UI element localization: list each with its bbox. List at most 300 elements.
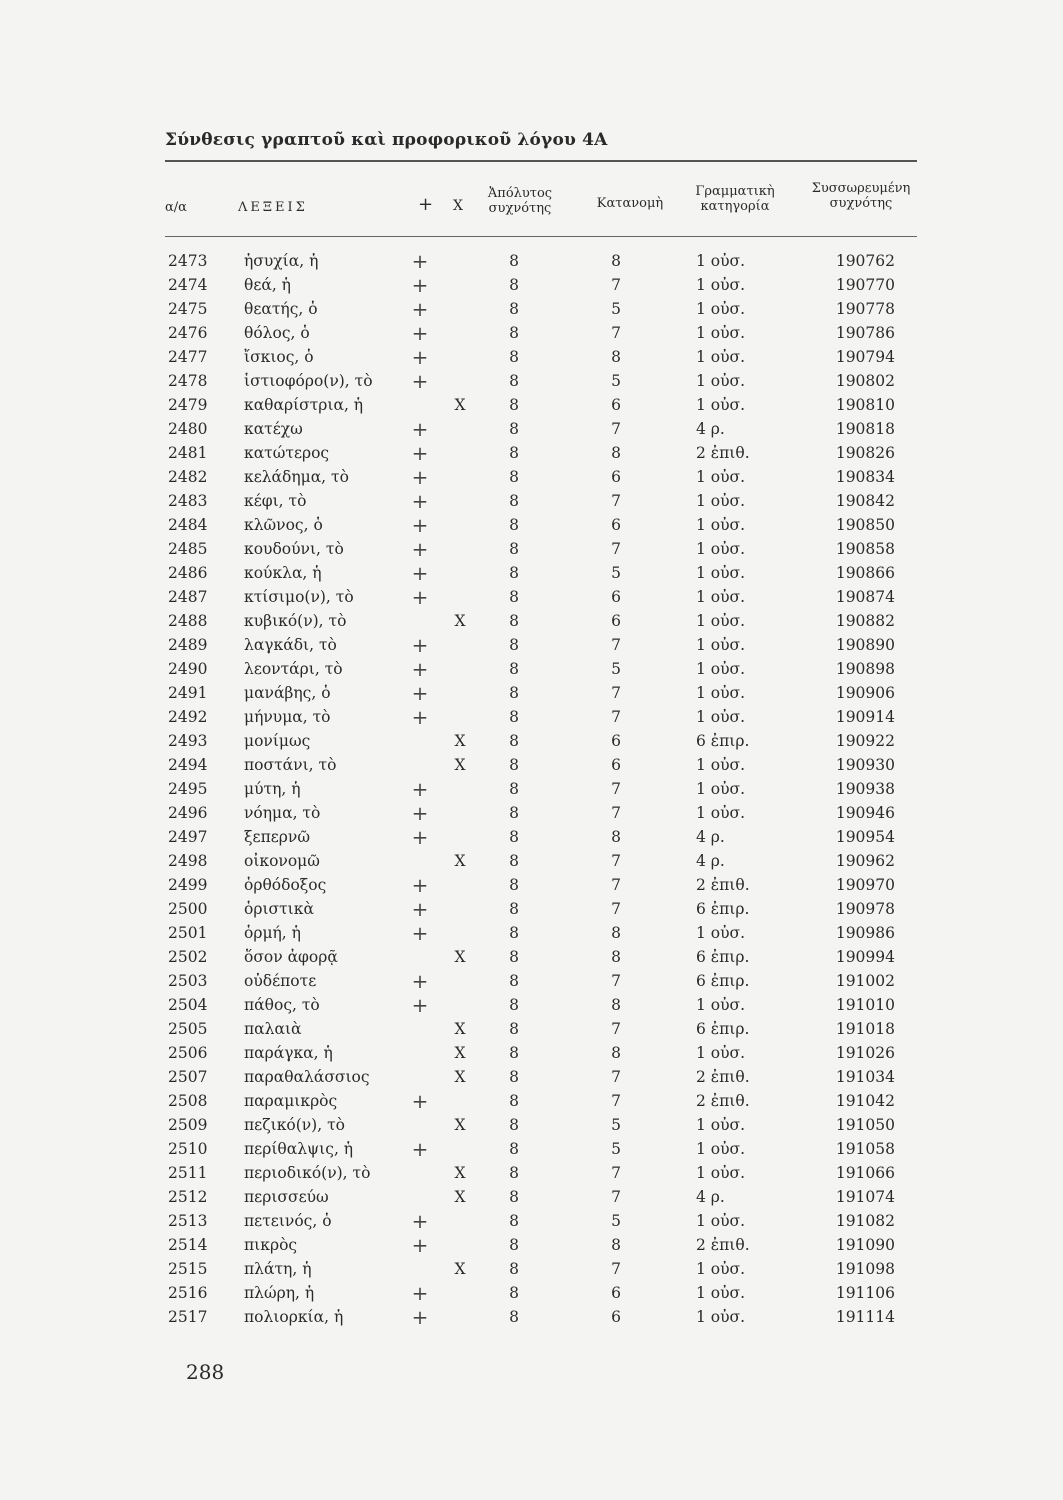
row-grammatical-category: 1 οὐσ. — [696, 684, 746, 702]
table-row — [0, 612, 1063, 636]
row-cumulative-frequency: 191010 — [835, 996, 895, 1014]
table-row — [0, 732, 1063, 756]
row-absolute-frequency: 8 — [509, 540, 519, 558]
row-word: πικρὸς — [244, 1236, 298, 1254]
header-synsoreumeni-line1: Συσσωρευμένη — [811, 181, 911, 196]
row-grammatical-category: 1 οὐσ. — [696, 612, 746, 630]
row-absolute-frequency: 8 — [509, 420, 519, 438]
row-distribution: 7 — [611, 492, 621, 510]
row-word: κουδούνι, τὸ — [244, 540, 344, 558]
top-rule — [165, 160, 917, 162]
row-absolute-frequency: 8 — [509, 1116, 519, 1134]
table-row — [0, 681, 1063, 708]
row-grammatical-category: 6 ἐπιρ. — [696, 948, 750, 966]
row-id: 2514 — [168, 1236, 208, 1254]
row-x-mark: Χ — [454, 1116, 466, 1134]
row-distribution: 7 — [611, 540, 621, 558]
table-row — [0, 1281, 1063, 1308]
table-row — [0, 273, 1063, 300]
row-word: παραθαλάσσιος — [244, 1068, 370, 1086]
row-grammatical-category: 2 ἐπιθ. — [696, 1236, 750, 1254]
row-cumulative-frequency: 190842 — [835, 492, 895, 510]
row-id: 2512 — [168, 1188, 208, 1206]
row-distribution: 6 — [611, 756, 621, 774]
header-aa: α/α — [165, 200, 187, 215]
row-cumulative-frequency: 191090 — [835, 1236, 895, 1254]
row-plus-mark: + — [411, 1233, 429, 1257]
row-grammatical-category: 6 ἐπιρ. — [696, 900, 750, 918]
row-word: ξεπερνῶ — [244, 828, 310, 846]
header-x: Χ — [453, 198, 463, 214]
row-x-mark: Χ — [454, 732, 466, 750]
row-x-mark: Χ — [454, 756, 466, 774]
row-distribution: 7 — [611, 900, 621, 918]
row-cumulative-frequency: 190858 — [835, 540, 895, 558]
table-row — [0, 396, 1063, 420]
row-cumulative-frequency: 190970 — [835, 876, 895, 894]
row-distribution: 7 — [611, 1164, 621, 1182]
table-row — [0, 801, 1063, 828]
row-grammatical-category: 1 οὐσ. — [696, 276, 746, 294]
row-grammatical-category: 1 οὐσ. — [696, 1116, 746, 1134]
row-distribution: 7 — [611, 708, 621, 726]
row-plus-mark: + — [411, 513, 429, 537]
row-grammatical-category: 1 οὐσ. — [696, 396, 746, 414]
row-cumulative-frequency: 190866 — [835, 564, 895, 582]
row-grammatical-category: 2 ἐπιθ. — [696, 1068, 750, 1086]
page-title: Σύνθεσις γραπτοῦ καὶ προφορικοῦ λόγου 4Α — [165, 130, 608, 150]
row-absolute-frequency: 8 — [509, 684, 519, 702]
row-id: 2491 — [168, 684, 208, 702]
row-absolute-frequency: 8 — [509, 372, 519, 390]
row-id: 2493 — [168, 732, 208, 750]
row-id: 2484 — [168, 516, 208, 534]
row-word: πολιορκία, ἡ — [244, 1308, 344, 1326]
row-word: ἡσυχία, ἡ — [244, 252, 319, 270]
row-absolute-frequency: 8 — [509, 588, 519, 606]
row-absolute-frequency: 8 — [509, 348, 519, 366]
row-absolute-frequency: 8 — [509, 1164, 519, 1182]
row-cumulative-frequency: 190906 — [835, 684, 895, 702]
row-cumulative-frequency: 191058 — [835, 1140, 895, 1158]
row-grammatical-category: 1 οὐσ. — [696, 804, 746, 822]
row-plus-mark: + — [411, 633, 429, 657]
table-row — [0, 633, 1063, 660]
row-plus-mark: + — [411, 1089, 429, 1113]
row-distribution: 6 — [611, 468, 621, 486]
row-cumulative-frequency: 190898 — [835, 660, 895, 678]
row-cumulative-frequency: 190882 — [835, 612, 895, 630]
row-distribution: 8 — [611, 996, 621, 1014]
row-cumulative-frequency: 191050 — [835, 1116, 895, 1134]
row-absolute-frequency: 8 — [509, 1188, 519, 1206]
row-absolute-frequency: 8 — [509, 708, 519, 726]
row-grammatical-category: 1 οὐσ. — [696, 660, 746, 678]
row-plus-mark: + — [411, 801, 429, 825]
table-row — [0, 321, 1063, 348]
table-row — [0, 897, 1063, 924]
table-row — [0, 873, 1063, 900]
row-distribution: 8 — [611, 924, 621, 942]
row-word: κέφι, τὸ — [244, 492, 307, 510]
row-distribution: 6 — [611, 732, 621, 750]
row-word: οὐδέποτε — [244, 972, 317, 990]
table-row — [0, 948, 1063, 972]
row-distribution: 7 — [611, 684, 621, 702]
row-word: μύτη, ἡ — [244, 780, 301, 798]
row-grammatical-category: 1 οὐσ. — [696, 924, 746, 942]
table-row — [0, 345, 1063, 372]
table-row — [0, 249, 1063, 276]
row-word: περισσεύω — [244, 1188, 329, 1206]
row-cumulative-frequency: 190914 — [835, 708, 895, 726]
header-lexeis: ΛΕΞΕΙΣ — [238, 200, 308, 215]
row-absolute-frequency: 8 — [509, 828, 519, 846]
row-plus-mark: + — [411, 1137, 429, 1161]
table-row — [0, 1089, 1063, 1116]
row-distribution: 8 — [611, 1044, 621, 1062]
row-word: πλάτη, ἡ — [244, 1260, 312, 1278]
row-x-mark: Χ — [454, 1164, 466, 1182]
row-cumulative-frequency: 190762 — [835, 252, 895, 270]
row-id: 2517 — [168, 1308, 208, 1326]
row-id: 2509 — [168, 1116, 208, 1134]
row-plus-mark: + — [411, 969, 429, 993]
row-absolute-frequency: 8 — [509, 972, 519, 990]
row-absolute-frequency: 8 — [509, 612, 519, 630]
row-id: 2492 — [168, 708, 208, 726]
table-row — [0, 1233, 1063, 1260]
row-absolute-frequency: 8 — [509, 1068, 519, 1086]
row-id: 2503 — [168, 972, 208, 990]
row-distribution: 7 — [611, 324, 621, 342]
row-cumulative-frequency: 190938 — [835, 780, 895, 798]
row-cumulative-frequency: 191026 — [835, 1044, 895, 1062]
row-word: παράγκα, ἡ — [244, 1044, 333, 1062]
table-row — [0, 756, 1063, 780]
row-plus-mark: + — [411, 441, 429, 465]
row-word: λαγκάδι, τὸ — [244, 636, 337, 654]
row-plus-mark: + — [411, 921, 429, 945]
row-distribution: 7 — [611, 276, 621, 294]
row-word: ὁριστικὰ — [244, 900, 314, 918]
row-absolute-frequency: 8 — [509, 468, 519, 486]
header-grammatiki-line2: κατηγορία — [700, 199, 770, 214]
row-word: ἱστιοφόρο(ν), τὸ — [244, 372, 373, 390]
row-absolute-frequency: 8 — [509, 1284, 519, 1302]
row-absolute-frequency: 8 — [509, 996, 519, 1014]
row-grammatical-category: 4 ρ. — [696, 852, 725, 870]
row-distribution: 6 — [611, 1308, 621, 1326]
table-row — [0, 1164, 1063, 1188]
row-grammatical-category: 1 οὐσ. — [696, 1284, 746, 1302]
table-row — [0, 777, 1063, 804]
row-plus-mark: + — [411, 1305, 429, 1329]
row-grammatical-category: 6 ἐπιρ. — [696, 732, 750, 750]
row-absolute-frequency: 8 — [509, 324, 519, 342]
row-cumulative-frequency: 190954 — [835, 828, 895, 846]
row-x-mark: Χ — [454, 1260, 466, 1278]
row-word: παλαιὰ — [244, 1020, 302, 1038]
row-distribution: 7 — [611, 876, 621, 894]
row-id: 2495 — [168, 780, 208, 798]
row-grammatical-category: 1 οὐσ. — [696, 1260, 746, 1278]
row-word: οἰκονομῶ — [244, 852, 320, 870]
row-grammatical-category: 1 οὐσ. — [696, 372, 746, 390]
row-word: ποστάνι, τὸ — [244, 756, 337, 774]
row-id: 2487 — [168, 588, 208, 606]
row-id: 2510 — [168, 1140, 208, 1158]
row-word: παραμικρὸς — [244, 1092, 338, 1110]
row-id: 2483 — [168, 492, 208, 510]
row-plus-mark: + — [411, 489, 429, 513]
table-row — [0, 705, 1063, 732]
row-plus-mark: + — [411, 1209, 429, 1233]
row-word: περίθαλψις, ἡ — [244, 1140, 354, 1158]
row-absolute-frequency: 8 — [509, 564, 519, 582]
row-grammatical-category: 2 ἐπιθ. — [696, 876, 750, 894]
row-absolute-frequency: 8 — [509, 660, 519, 678]
row-distribution: 8 — [611, 828, 621, 846]
row-plus-mark: + — [411, 561, 429, 585]
row-plus-mark: + — [411, 369, 429, 393]
row-absolute-frequency: 8 — [509, 252, 519, 270]
row-grammatical-category: 1 οὐσ. — [696, 252, 746, 270]
row-cumulative-frequency: 191018 — [835, 1020, 895, 1038]
row-absolute-frequency: 8 — [509, 804, 519, 822]
row-word: κλῶνος, ὁ — [244, 516, 323, 534]
row-absolute-frequency: 8 — [509, 1092, 519, 1110]
row-distribution: 6 — [611, 396, 621, 414]
row-id: 2488 — [168, 612, 208, 630]
row-id: 2475 — [168, 300, 208, 318]
row-absolute-frequency: 8 — [509, 516, 519, 534]
row-distribution: 5 — [611, 372, 621, 390]
table-row — [0, 1209, 1063, 1236]
row-distribution: 7 — [611, 972, 621, 990]
row-word: περιοδικό(ν), τὸ — [244, 1164, 371, 1182]
row-x-mark: Χ — [454, 612, 466, 630]
row-id: 2516 — [168, 1284, 208, 1302]
row-word: κατέχω — [244, 420, 303, 438]
row-distribution: 7 — [611, 1188, 621, 1206]
row-word: κελάδημα, τὸ — [244, 468, 349, 486]
row-plus-mark: + — [411, 825, 429, 849]
row-plus-mark: + — [411, 681, 429, 705]
row-word: κυβικό(ν), τὸ — [244, 612, 347, 630]
row-distribution: 7 — [611, 636, 621, 654]
table-row — [0, 465, 1063, 492]
row-id: 2496 — [168, 804, 208, 822]
row-grammatical-category: 4 ρ. — [696, 420, 725, 438]
table-row — [0, 585, 1063, 612]
row-id: 2499 — [168, 876, 208, 894]
row-cumulative-frequency: 190946 — [835, 804, 895, 822]
row-absolute-frequency: 8 — [509, 492, 519, 510]
row-distribution: 6 — [611, 612, 621, 630]
table-row — [0, 489, 1063, 516]
row-absolute-frequency: 8 — [509, 732, 519, 750]
row-grammatical-category: 1 οὐσ. — [696, 300, 746, 318]
row-word: πετεινός, ὁ — [244, 1212, 332, 1230]
table-row — [0, 1137, 1063, 1164]
row-absolute-frequency: 8 — [509, 1308, 519, 1326]
row-cumulative-frequency: 190810 — [835, 396, 895, 414]
table-row — [0, 969, 1063, 996]
page-number: 288 — [186, 1360, 225, 1384]
row-grammatical-category: 1 οὐσ. — [696, 468, 746, 486]
row-cumulative-frequency: 190786 — [835, 324, 895, 342]
row-absolute-frequency: 8 — [509, 780, 519, 798]
row-grammatical-category: 1 οὐσ. — [696, 996, 746, 1014]
row-distribution: 8 — [611, 348, 621, 366]
table-row — [0, 1116, 1063, 1140]
row-id: 2477 — [168, 348, 208, 366]
row-x-mark: Χ — [454, 396, 466, 414]
row-distribution: 5 — [611, 300, 621, 318]
table-row — [0, 993, 1063, 1020]
row-plus-mark: + — [411, 273, 429, 297]
row-plus-mark: + — [411, 657, 429, 681]
row-cumulative-frequency: 191066 — [835, 1164, 895, 1182]
row-grammatical-category: 1 οὐσ. — [696, 780, 746, 798]
row-id: 2502 — [168, 948, 208, 966]
header-apolytos-line2: συχνότης — [488, 201, 552, 216]
row-distribution: 6 — [611, 1284, 621, 1302]
row-absolute-frequency: 8 — [509, 876, 519, 894]
row-absolute-frequency: 8 — [509, 444, 519, 462]
table-row — [0, 825, 1063, 852]
table-row — [0, 297, 1063, 324]
row-absolute-frequency: 8 — [509, 1020, 519, 1038]
row-id: 2507 — [168, 1068, 208, 1086]
row-cumulative-frequency: 190978 — [835, 900, 895, 918]
row-plus-mark: + — [411, 321, 429, 345]
row-word: μήνυμα, τὸ — [244, 708, 331, 726]
row-word: κατώτερος — [244, 444, 330, 462]
row-id: 2508 — [168, 1092, 208, 1110]
row-x-mark: Χ — [454, 1188, 466, 1206]
header-rule — [165, 236, 917, 237]
row-grammatical-category: 1 οὐσ. — [696, 516, 746, 534]
row-word: μανάβης, ὁ — [244, 684, 331, 702]
row-absolute-frequency: 8 — [509, 1260, 519, 1278]
row-grammatical-category: 1 οὐσ. — [696, 1308, 746, 1326]
row-cumulative-frequency: 190794 — [835, 348, 895, 366]
row-plus-mark: + — [411, 249, 429, 273]
row-cumulative-frequency: 190890 — [835, 636, 895, 654]
row-distribution: 7 — [611, 1020, 621, 1038]
row-grammatical-category: 1 οὐσ. — [696, 348, 746, 366]
row-id: 2479 — [168, 396, 208, 414]
row-id: 2482 — [168, 468, 208, 486]
row-id: 2500 — [168, 900, 208, 918]
row-grammatical-category: 1 οὐσ. — [696, 708, 746, 726]
row-grammatical-category: 1 οὐσ. — [696, 1044, 746, 1062]
table-row — [0, 417, 1063, 444]
row-absolute-frequency: 8 — [509, 276, 519, 294]
row-x-mark: Χ — [454, 1044, 466, 1062]
row-id: 2490 — [168, 660, 208, 678]
row-distribution: 7 — [611, 804, 621, 822]
row-word: πεζικό(ν), τὸ — [244, 1116, 345, 1134]
row-cumulative-frequency: 190986 — [835, 924, 895, 942]
row-plus-mark: + — [411, 585, 429, 609]
row-id: 2501 — [168, 924, 208, 942]
row-word: λεοντάρι, τὸ — [244, 660, 343, 678]
row-plus-mark: + — [411, 705, 429, 729]
row-distribution: 8 — [611, 444, 621, 462]
row-grammatical-category: 1 οὐσ. — [696, 564, 746, 582]
table-row — [0, 1020, 1063, 1044]
row-id: 2489 — [168, 636, 208, 654]
row-id: 2478 — [168, 372, 208, 390]
table-row — [0, 921, 1063, 948]
row-plus-mark: + — [411, 1281, 429, 1305]
row-id: 2513 — [168, 1212, 208, 1230]
row-distribution: 8 — [611, 948, 621, 966]
row-grammatical-category: 1 οὐσ. — [696, 1212, 746, 1230]
row-id: 2505 — [168, 1020, 208, 1038]
row-grammatical-category: 1 οὐσ. — [696, 588, 746, 606]
row-grammatical-category: 6 ἐπιρ. — [696, 1020, 750, 1038]
row-grammatical-category: 2 ἐπιθ. — [696, 1092, 750, 1110]
row-id: 2504 — [168, 996, 208, 1014]
row-id: 2480 — [168, 420, 208, 438]
row-distribution: 7 — [611, 780, 621, 798]
row-word: κούκλα, ἡ — [244, 564, 322, 582]
table-row — [0, 1044, 1063, 1068]
row-grammatical-category: 2 ἐπιθ. — [696, 444, 750, 462]
row-cumulative-frequency: 191114 — [835, 1308, 895, 1326]
row-x-mark: Χ — [454, 1068, 466, 1086]
row-distribution: 7 — [611, 420, 621, 438]
row-id: 2473 — [168, 252, 208, 270]
row-plus-mark: + — [411, 417, 429, 441]
row-x-mark: Χ — [454, 1020, 466, 1038]
row-id: 2485 — [168, 540, 208, 558]
row-cumulative-frequency: 190826 — [835, 444, 895, 462]
row-absolute-frequency: 8 — [509, 1236, 519, 1254]
row-id: 2498 — [168, 852, 208, 870]
row-cumulative-frequency: 191106 — [835, 1284, 895, 1302]
row-plus-mark: + — [411, 993, 429, 1017]
row-cumulative-frequency: 190850 — [835, 516, 895, 534]
row-plus-mark: + — [411, 873, 429, 897]
row-cumulative-frequency: 190962 — [835, 852, 895, 870]
row-word: πάθος, τὸ — [244, 996, 320, 1014]
row-distribution: 5 — [611, 564, 621, 582]
row-word: ἴσκιος, ὁ — [244, 348, 314, 366]
row-cumulative-frequency: 190994 — [835, 948, 895, 966]
table-row — [0, 1305, 1063, 1332]
row-cumulative-frequency: 190930 — [835, 756, 895, 774]
row-id: 2511 — [168, 1164, 208, 1182]
row-grammatical-category: 4 ρ. — [696, 1188, 725, 1206]
table-row — [0, 513, 1063, 540]
header-grammatiki-line1: Γραμματικὴ — [695, 184, 775, 199]
row-grammatical-category: 4 ρ. — [696, 828, 725, 846]
row-word: καθαρίστρια, ἡ — [244, 396, 364, 414]
row-grammatical-category: 1 οὐσ. — [696, 1164, 746, 1182]
row-cumulative-frequency: 191074 — [835, 1188, 895, 1206]
row-distribution: 7 — [611, 852, 621, 870]
row-word: μονίμως — [244, 732, 311, 750]
row-cumulative-frequency: 190770 — [835, 276, 895, 294]
row-plus-mark: + — [411, 297, 429, 321]
header-synsoreumeni — [806, 181, 916, 211]
row-distribution: 7 — [611, 1068, 621, 1086]
